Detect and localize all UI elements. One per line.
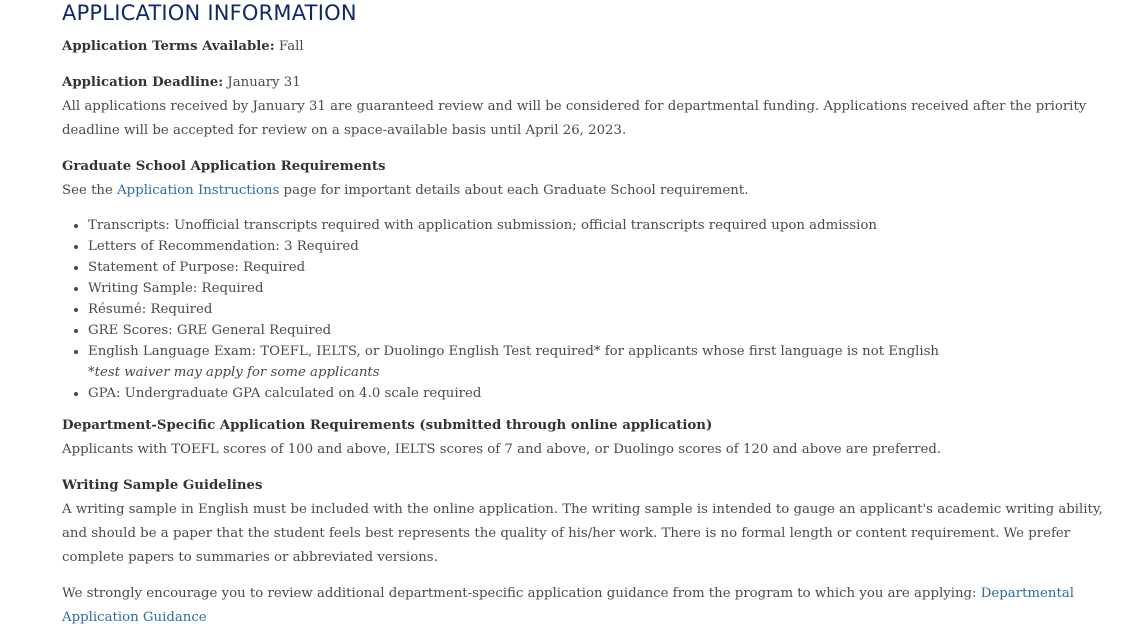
departmental-guidance-link[interactable]: Departmental Application Guidance [62,586,1074,625]
deadline-value: January 31 [227,75,301,90]
intro-text: page for important details about each Graduate School requirement. [279,183,749,198]
test-waiver-note: *test waiver may apply for some applicants [88,365,380,380]
dept-requirements [62,414,1122,462]
requirements-list [62,215,1122,404]
page-title: APPLICATION INFORMATION [62,1,357,25]
grad-requirements-title: Graduate School Application Requirements [62,159,386,174]
list-item: • GPA: Undergraduate GPA calculated on 4.0 scale required [88,383,1122,404]
grad-requirements-intro [62,155,1122,203]
dept-requirements-text: Applicants with TOEFL scores of 100 and above, IELTS scores of 7 and above, or Duolingo scores of 120 and above are preferred. [62,442,942,457]
terms-label: Application Terms Available: [62,39,275,54]
list-item: • Statement of Purpose: Required [88,257,1122,278]
writing-guidelines [62,474,1122,570]
list-item: • Transcripts: Unofficial transcripts required with application submission; official transcripts required upon admission [88,215,1122,236]
list-item: • Letters of Recommendation: 3 Required [88,236,1122,257]
application-information-section [62,0,1122,642]
terms-line [62,35,1122,59]
terms-value: Fall [278,39,304,54]
list-item: • GRE Scores: GRE General Required [88,320,1122,341]
deadline-label: Application Deadline: [62,75,224,90]
encourage-paragraph [62,582,1122,630]
intro-text: See the [62,183,118,198]
deadline-block [62,71,1122,143]
deadline-text: All applications received by January 31 are guaranteed review and will be considered for departmental funding. Applications received after the priority deadline will be accepted for review on a space-available basis until April 26, 2023. [62,99,1087,138]
english-exam-text: English Language Exam: TOEFL, IELTS, or Duolingo English Test required* for applicants whose first language is not English [88,344,939,359]
writing-guidelines-title: Writing Sample Guidelines [62,478,263,493]
encourage-text: We strongly encourage you to review additional department-specific application guidance from the program to which you are applying: [62,586,981,601]
list-item: • Résumé: Required [88,299,1122,320]
application-instructions-link[interactable]: Application Instructions [117,183,280,198]
writing-guidelines-text: A writing sample in English must be included with the online application. The writing sample is intended to gauge an applicant's academic writing ability, and should be a paper that the student feels best represents the quality of his/her work. There is no formal length or content requirement. We prefer complete papers to summaries or abbreviated versions. [62,502,1103,565]
list-item: • Writing Sample: Required [88,278,1122,299]
list-item [88,341,1122,383]
dept-requirements-title: Department-Specific Application Requirements (submitted through online application) [62,418,713,433]
